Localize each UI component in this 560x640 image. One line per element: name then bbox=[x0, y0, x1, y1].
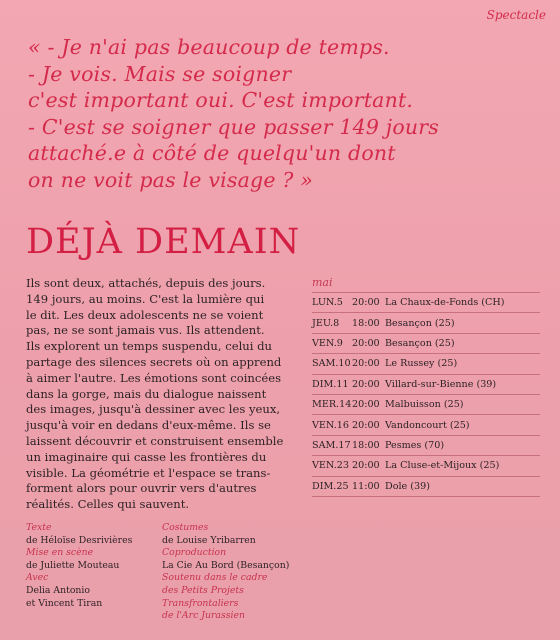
body-line: pas, ne se sont jamais vus. Ils attendent. bbox=[26, 323, 265, 338]
schedule-place: Besançon (25) bbox=[385, 337, 455, 349]
schedule-place: Malbuisson (25) bbox=[385, 399, 464, 411]
schedule-row bbox=[312, 435, 540, 455]
credit-label: Costumes bbox=[162, 522, 209, 533]
schedule-day: MER.14 bbox=[312, 399, 352, 411]
schedule-place: Vandoncourt (25) bbox=[385, 419, 470, 431]
credit-label: Texte bbox=[26, 522, 52, 533]
schedule-place: La Cluse-et-Mijoux (25) bbox=[385, 460, 500, 472]
schedule-day: VEN.9 bbox=[312, 337, 343, 349]
body-line: laissent découvrir et construisent ensemble bbox=[26, 433, 284, 448]
schedule-row bbox=[312, 353, 540, 373]
schedule-row bbox=[312, 374, 540, 394]
schedule-row bbox=[312, 476, 540, 497]
credit-label: Soutenu dans le cadre bbox=[162, 572, 268, 584]
credit-value: et Vincent Tiran bbox=[26, 597, 103, 609]
credit-label: Coproduction bbox=[162, 547, 227, 559]
credit-value: de Héloïse Desrivières bbox=[26, 534, 133, 546]
schedule-row bbox=[312, 312, 540, 332]
credit-value: de Louise Yribarren bbox=[162, 534, 256, 546]
credit-label: des Petits Projets bbox=[162, 584, 244, 596]
section-label: Spectacle bbox=[486, 8, 546, 22]
schedule-time: 11:00 bbox=[352, 480, 380, 492]
body-line: le dit. Les deux adolescents ne se voient bbox=[26, 307, 264, 322]
body-line: un imaginaire qui casse les frontières du bbox=[26, 449, 267, 464]
schedule-row bbox=[312, 455, 540, 475]
schedule-place: La Chaux-de-Fonds (CH) bbox=[385, 297, 505, 309]
schedule-place: Dole (39) bbox=[385, 480, 430, 492]
credits-column-1 bbox=[26, 522, 132, 610]
body-line: des images, jusqu'à dessiner avec les yeux, bbox=[26, 402, 281, 417]
body-line: jusqu'à voir en dedans d'eux-même. Ils se bbox=[26, 418, 271, 433]
credits-column-2 bbox=[162, 522, 289, 623]
credit-label: de l'Arc Jurassien bbox=[162, 610, 245, 622]
quote-line: - C'est se soigner que passer 149 jours bbox=[28, 114, 440, 139]
schedule-table bbox=[312, 276, 540, 497]
schedule-place: Villard-sur-Bienne (39) bbox=[385, 378, 497, 390]
credit-label: Avec bbox=[26, 572, 49, 584]
schedule-day: JEU.8 bbox=[312, 317, 340, 329]
credit-label: Mise en scène bbox=[26, 547, 94, 559]
schedule-time: 20:00 bbox=[352, 419, 380, 431]
body-line: visible. La géométrie et l'espace se trans- bbox=[26, 465, 271, 480]
body-line: réalités. Celles qui sauvent. bbox=[26, 497, 190, 512]
body-line: dans la gorge, mais du dialogue naissent bbox=[26, 386, 267, 401]
pull-quote bbox=[28, 34, 548, 193]
credit-label: Transfrontaliers bbox=[162, 597, 239, 609]
schedule-time: 18:00 bbox=[352, 317, 380, 329]
schedule-day: DIM.25 bbox=[312, 480, 349, 492]
schedule-row bbox=[312, 394, 540, 414]
body-line: à aimer l'autre. Les émotions sont coincées bbox=[26, 370, 282, 385]
credit-value: Delia Antonio bbox=[26, 584, 90, 596]
body-line: partage des silences secrets où on apprend bbox=[26, 354, 282, 369]
schedule-time: 20:00 bbox=[352, 337, 380, 349]
body-line: Ils explorent un temps suspendu, celui du bbox=[26, 339, 273, 354]
schedule-rows bbox=[312, 292, 540, 497]
body-line: forment alors pour ouvrir vers d'autres bbox=[26, 481, 257, 496]
schedule-time: 20:00 bbox=[352, 460, 380, 472]
description-text bbox=[26, 276, 302, 513]
schedule-day: DIM.11 bbox=[312, 378, 349, 390]
schedule-day: SAM.10 bbox=[312, 358, 351, 370]
credit-value: de Juliette Mouteau bbox=[26, 559, 120, 571]
schedule-time: 20:00 bbox=[352, 297, 380, 309]
body-line: Ils sont deux, attachés, depuis des jours. bbox=[26, 276, 266, 290]
quote-line: - Je vois. Mais se soigner bbox=[28, 61, 292, 86]
quote-line: c'est important oui. C'est important. bbox=[28, 88, 414, 112]
schedule-day: VEN.16 bbox=[312, 419, 349, 431]
schedule-day: SAM.17 bbox=[312, 439, 351, 451]
schedule-month: mai bbox=[312, 276, 333, 289]
credit-value: La Cie Au Bord (Besançon) bbox=[162, 559, 290, 571]
quote-line: attaché.e à côté de quelqu'un dont bbox=[28, 141, 396, 165]
schedule-time: 18:00 bbox=[352, 439, 380, 451]
schedule-place: Besançon (25) bbox=[385, 317, 455, 329]
schedule-day: VEN.23 bbox=[312, 460, 349, 472]
schedule-day: LUN.5 bbox=[312, 297, 343, 309]
schedule-time: 20:00 bbox=[352, 378, 380, 390]
schedule-time: 20:00 bbox=[352, 358, 380, 370]
show-title: DÉJÀ DEMAIN bbox=[26, 222, 301, 262]
schedule-time: 20:00 bbox=[352, 399, 380, 411]
quote-line: « - Je n'ai pas beaucoup de temps. bbox=[28, 35, 390, 59]
quote-line: on ne voit pas le visage ? » bbox=[28, 167, 314, 192]
body-line: 149 jours, au moins. C'est la lumière qui bbox=[26, 291, 265, 306]
schedule-row bbox=[312, 333, 540, 353]
schedule-place: Pesmes (70) bbox=[385, 439, 445, 451]
schedule-row bbox=[312, 414, 540, 434]
schedule-place: Le Russey (25) bbox=[385, 358, 458, 370]
schedule-row bbox=[312, 292, 540, 312]
